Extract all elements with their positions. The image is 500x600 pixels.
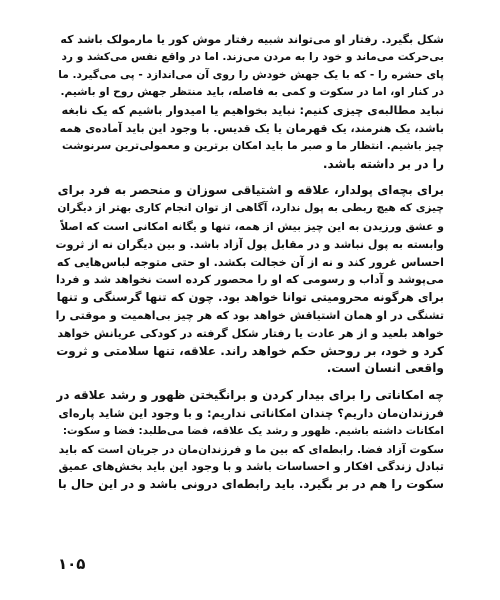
text-line: احساس غرور کند و نه از آن خجالت بکشد. او حتی متوجه لباس‌هایی که — [56, 255, 444, 269]
paragraph-3 — [56, 387, 444, 494]
paragraph-1 — [56, 31, 444, 173]
text-line: سکوت را هم در بر بگیرد. باید رابطه‌ای درونی باشد و در این حال با — [57, 477, 444, 492]
text-line: نباید مطالبه‌ی چیزی کنیم: نباید بخواهیم یا امیدوار باشیم که یک نابغه — [61, 103, 444, 118]
text-line: خواهد بلعید و از هر عادت یا رفتار شکل گرفته در کودکی عریانش خواهد — [57, 326, 444, 340]
text-line: کرد و خود، بر روحش حکم خواهد راند. علاقه، تنها سلامتی و ثروت — [56, 343, 444, 358]
text-line: در کنار او، اما در سکوت و کمی به فاصله، باید منتظر جهش روح او باشیم. — [60, 86, 444, 99]
paragraph-2 — [56, 182, 444, 378]
text-line: چه امکاناتی را برای بیدار کردن و برانگیختن ظهور و رشد علاقه در — [56, 388, 444, 403]
paragraph-spacer — [56, 378, 444, 387]
paragraph-spacer — [56, 173, 444, 182]
text-line: بی‌حرکت می‌ماند و خود را به مردن می‌زند. اما در واقع نفس می‌کشد و رد — [61, 50, 444, 63]
text-line: فرزندان‌مان داریم؟ چندان امکاناتی نداریم: و با وجود این شاید پاره‌ای — [58, 405, 444, 420]
body-text — [56, 31, 444, 494]
text-line: تشنگی در او همان اشتیاقش خواهد بود که هر چیز بی‌اهمیت و موقتی را — [56, 308, 444, 322]
text-line: تبادل زندگی افکار و احساسات باشد و با وجود این باید بخش‌های عمیق — [58, 460, 444, 474]
text-line: برای بچه‌ای پولدار، علاقه و اشتیاقی سوزان و منحصر به فرد برای — [57, 183, 444, 198]
text-line: وابسته به پول نباشد و در مقابل پول آزاد باشد. و بین دیگران نه از ثروت — [56, 237, 444, 251]
page-number: ۱۰۵ — [58, 555, 86, 573]
text-line: سکوت آزاد فضا. رابطه‌ای که بین ما و فرزندان‌مان در جریان است که باید — [58, 442, 444, 456]
text-line: باشد، یک هنرمند، یک قهرمان یا یک قدیس. با وجود این باید آماده‌ی همه — [59, 121, 444, 135]
text-line: چیزی که هیچ ربطی به پول ندارد، آگاهی از توان انجام کاری بهتر از دیگران — [57, 202, 444, 215]
text-line: امکانات داشته باشیم. ظهور و رشد یک علاقه، فضا می‌طلبد: فضا و سکوت: — [62, 424, 444, 437]
text-line: را در بر داشته باشد. — [322, 156, 444, 171]
text-line: برای هرگونه محرومیتی توانا خواهد بود. چون که تنها گرسنگی و تنها — [56, 290, 444, 305]
text-line: و عشق ورزیدن به این چیز بیش از همه، تنها و یگانه امکانی است که اصلاً — [60, 219, 444, 233]
text-line: شکل بگیرد. رفتار او می‌تواند شبیه رفتار موش کور یا مارمولک باشد که — [60, 33, 444, 46]
text-line: می‌پوشد و آداب و رسومی که او را محصور کرده است نخواهد شد و فردا — [56, 273, 444, 287]
text-line: پای حشره را - که با یک جهش خودش را روی آن می‌اندازد - پی می‌گیرد. ما — [58, 68, 444, 81]
text-line: چیز باشیم. انتظار ما و صبر ما باید امکان برترین و معمولی‌ترین سرنوشت — [62, 139, 444, 152]
text-line: واقعی انسان است. — [326, 361, 444, 376]
